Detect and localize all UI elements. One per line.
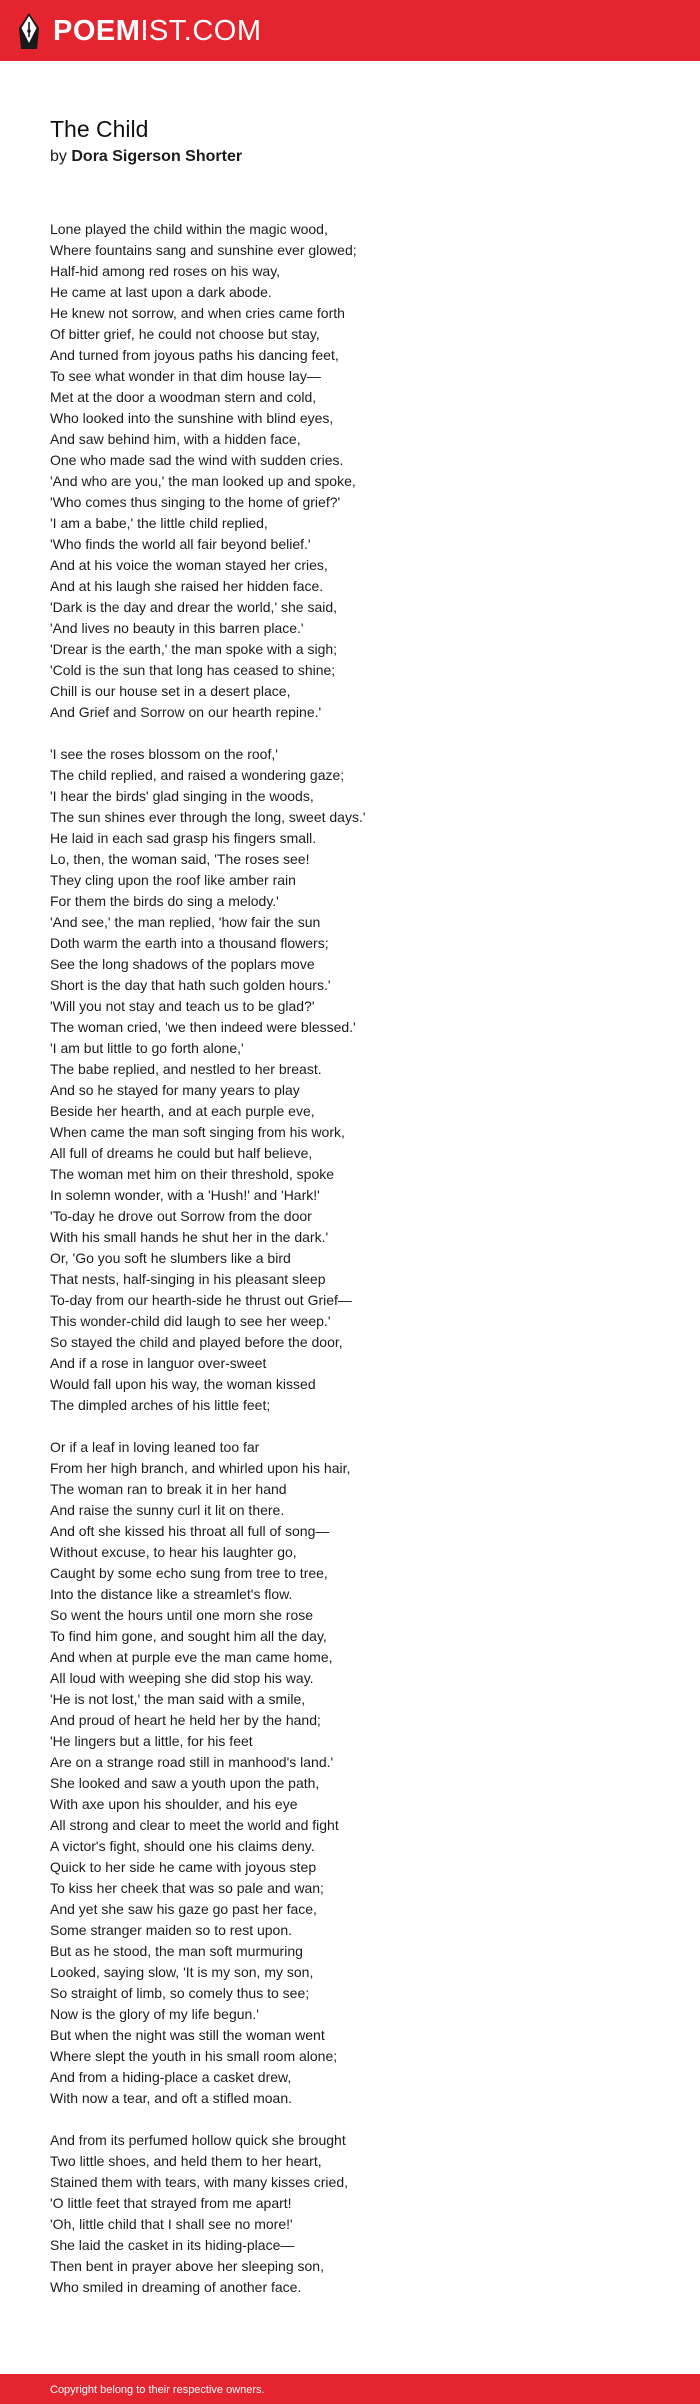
poem-stanza <box>50 2130 650 2298</box>
pen-nib-icon <box>17 12 41 50</box>
poem-line: With his small hands he shut her in the dark.' <box>50 1229 329 1245</box>
poem-line: Who looked into the sunshine with blind eyes, <box>50 410 334 426</box>
poem-line: The dimpled arches of his little feet; <box>50 1397 271 1413</box>
poem-line: 'He lingers but a little, for his feet <box>50 1733 253 1749</box>
poem-line: 'Will you not stay and teach us to be glad?' <box>50 998 315 1014</box>
poem-line: So straight of limb, so comely thus to see; <box>50 1985 310 2001</box>
poem-line: Would fall upon his way, the woman kissed <box>50 1376 316 1392</box>
poem-line: To find him gone, and sought him all the day, <box>50 1628 327 1644</box>
poem-line: Some stranger maiden so to rest upon. <box>50 1922 293 1938</box>
site-name <box>53 12 262 50</box>
poem-line: But as he stood, the man soft murmuring <box>50 1943 303 1959</box>
poem-line: 'To-day he drove out Sorrow from the door <box>50 1208 312 1224</box>
poem-line: And from a hiding-place a casket drew, <box>50 2069 292 2085</box>
poem-stanza <box>50 219 650 723</box>
poem-line: Short is the day that hath such golden hours.' <box>50 977 331 993</box>
poem-line: All strong and clear to meet the world and fight <box>50 1817 339 1833</box>
poem-line: The sun shines ever through the long, sweet days.' <box>50 809 366 825</box>
poem-line: He laid in each sad grasp his fingers small. <box>50 830 317 846</box>
poem-line: Chill is our house set in a desert place, <box>50 683 291 699</box>
poem-line: That nests, half-singing in his pleasant sleep <box>50 1271 326 1287</box>
poem-line: And at his laugh she raised her hidden face. <box>50 578 324 594</box>
poem-line: And raise the sunny curl it lit on there. <box>50 1502 285 1518</box>
poem-line: And proud of heart he held her by the hand; <box>50 1712 321 1728</box>
poem-line: And Grief and Sorrow on our hearth repine.' <box>50 704 322 720</box>
poem-line: 'O little feet that strayed from me apart! <box>50 2195 292 2211</box>
poem-line: This wonder-child did laugh to see her weep.' <box>50 1313 331 1329</box>
poem-line: With axe upon his shoulder, and his eye <box>50 1796 298 1812</box>
poem-line: 'Who finds the world all fair beyond belief.' <box>50 536 311 552</box>
poem-line: 'Drear is the earth,' the man spoke with a sigh; <box>50 641 338 657</box>
site-name-light: IST.COM <box>140 15 262 47</box>
poem-line: And oft she kissed his throat all full of song— <box>50 1523 330 1539</box>
poem-line: And turned from joyous paths his dancing feet, <box>50 347 339 363</box>
poem-line: He came at last upon a dark abode. <box>50 284 272 300</box>
poem-line: Two little shoes, and held them to her heart, <box>50 2153 322 2169</box>
poem-line: She looked and saw a youth upon the path, <box>50 1775 320 1791</box>
poem-line: For them the birds do sing a melody.' <box>50 893 279 909</box>
poem-line: The woman met him on their threshold, spoke <box>50 1166 335 1182</box>
poem-line: They cling upon the roof like amber rain <box>50 872 296 888</box>
site-name-bold: POEM <box>53 15 141 47</box>
poem-line: With now a tear, and oft a stifled moan. <box>50 2090 293 2106</box>
poem-line: Without excuse, to hear his laughter go, <box>50 1544 297 1560</box>
site-footer <box>0 2374 700 2404</box>
poem-line: See the long shadows of the poplars move <box>50 956 315 972</box>
poem-line: Doth warm the earth into a thousand flowers; <box>50 935 329 951</box>
poem-title: The Child <box>50 116 149 142</box>
stanza-break <box>50 2109 650 2130</box>
poem-line: To kiss her cheek that was so pale and wan; <box>50 1880 324 1896</box>
poem-line: When came the man soft singing from his work, <box>50 1124 345 1140</box>
site-header <box>0 0 700 61</box>
poem-line: 'And see,' the man replied, 'how fair the sun <box>50 914 321 930</box>
poem-line: She laid the casket in its hiding-place— <box>50 2237 295 2253</box>
poem-line: 'And lives no beauty in this barren place.' <box>50 620 304 636</box>
poem-line: And saw behind him, with a hidden face, <box>50 431 301 447</box>
poem-line: Of bitter grief, he could not choose but stay, <box>50 326 320 342</box>
poem-line: Then bent in prayer above her sleeping son, <box>50 2258 324 2274</box>
poem-line: The babe replied, and nestled to her breast. <box>50 1061 322 1077</box>
poem-line: Looked, saying slow, 'It is my son, my son, <box>50 1964 314 1980</box>
poem-line: 'Who comes thus singing to the home of grief?' <box>50 494 341 510</box>
poem-stanza <box>50 1437 650 2109</box>
poem-line: From her high branch, and whirled upon his hair, <box>50 1460 351 1476</box>
poem-byline <box>50 146 242 168</box>
poem-line: Where fountains sang and sunshine ever glowed; <box>50 242 357 258</box>
poem-line: 'Dark is the day and drear the world,' she said, <box>50 599 338 615</box>
poem-line: Quick to her side he came with joyous step <box>50 1859 317 1875</box>
poem-line: 'And who are you,' the man looked up and spoke, <box>50 473 356 489</box>
stanza-break <box>50 1416 650 1437</box>
poem-stanza <box>50 744 650 1416</box>
poem-author[interactable]: Dora Sigerson Shorter <box>71 148 243 165</box>
poem-line: And so he stayed for many years to play <box>50 1082 300 1098</box>
by-label: by <box>50 148 67 165</box>
poem-line: 'I am but little to go forth alone,' <box>50 1040 244 1056</box>
poem-line: Lone played the child within the magic wood, <box>50 221 328 237</box>
poem-line: And from its perfumed hollow quick she brought <box>50 2132 346 2148</box>
poem-line: The woman ran to break it in her hand <box>50 1481 287 1497</box>
poem-line: Caught by some echo sung from tree to tree, <box>50 1565 328 1581</box>
poem-line: In solemn wonder, with a 'Hush!' and 'Hark!' <box>50 1187 320 1203</box>
poem-line: To see what wonder in that dim house lay— <box>50 368 321 384</box>
poem-line: And when at purple eve the man came home, <box>50 1649 333 1665</box>
poem-line: Lo, then, the woman said, 'The roses see! <box>50 851 310 867</box>
poem-line: 'I hear the birds' glad singing in the woods, <box>50 788 314 804</box>
poem-line: One who made sad the wind with sudden cries. <box>50 452 344 468</box>
poem-line: He knew not sorrow, and when cries came forth <box>50 305 345 321</box>
poem-line: Are on a strange road still in manhood's land.' <box>50 1754 334 1770</box>
poem-line: 'I see the roses blossom on the roof,' <box>50 746 278 762</box>
poem-line: 'I am a babe,' the little child replied, <box>50 515 268 531</box>
poem-line: A victor's fight, should one his claims deny. <box>50 1838 315 1854</box>
poem-line: Half-hid among red roses on his way, <box>50 263 281 279</box>
poem-line: Stained them with tears, with many kisses cried, <box>50 2174 349 2190</box>
poem-line: All loud with weeping she did stop his way. <box>50 1670 314 1686</box>
poem-line: And at his voice the woman stayed her cries, <box>50 557 328 573</box>
poem-line: The child replied, and raised a wondering gaze; <box>50 767 345 783</box>
poem-line: Where slept the youth in his small room alone; <box>50 2048 338 2064</box>
stanza-break <box>50 723 650 744</box>
poem-line: Now is the glory of my life begun.' <box>50 2006 259 2022</box>
copyright-notice: Copyright belong to their respective owners. <box>50 2384 265 2396</box>
poem-line: Or if a leaf in loving leaned too far <box>50 1439 260 1455</box>
poem-line: Beside her hearth, and at each purple eve, <box>50 1103 315 1119</box>
poem-line: The woman cried, 'we then indeed were blessed.' <box>50 1019 356 1035</box>
poem-line: Met at the door a woodman stern and cold, <box>50 389 317 405</box>
poem-line: 'Oh, little child that I shall see no more!' <box>50 2216 293 2232</box>
poem-line: And yet she saw his gaze go past her face, <box>50 1901 317 1917</box>
poem-line: 'He is not lost,' the man said with a smile, <box>50 1691 306 1707</box>
poem-line: And if a rose in languor over-sweet <box>50 1355 267 1371</box>
poem-line: All full of dreams he could but half believe, <box>50 1145 313 1161</box>
poem-line: To-day from our hearth-side he thrust out Grief— <box>50 1292 352 1308</box>
poem-body <box>50 219 650 2298</box>
poem-line: Or, 'Go you soft he slumbers like a bird <box>50 1250 291 1266</box>
poem-line: 'Cold is the sun that long has ceased to shine; <box>50 662 336 678</box>
poem-line: Into the distance like a streamlet's flow. <box>50 1586 293 1602</box>
poem-line: Who smiled in dreaming of another face. <box>50 2279 302 2295</box>
poem-line: So stayed the child and played before the door, <box>50 1334 343 1350</box>
poem-line: But when the night was still the woman went <box>50 2027 325 2043</box>
site-logo[interactable] <box>17 12 262 50</box>
poem-line: So went the hours until one morn she rose <box>50 1607 314 1623</box>
